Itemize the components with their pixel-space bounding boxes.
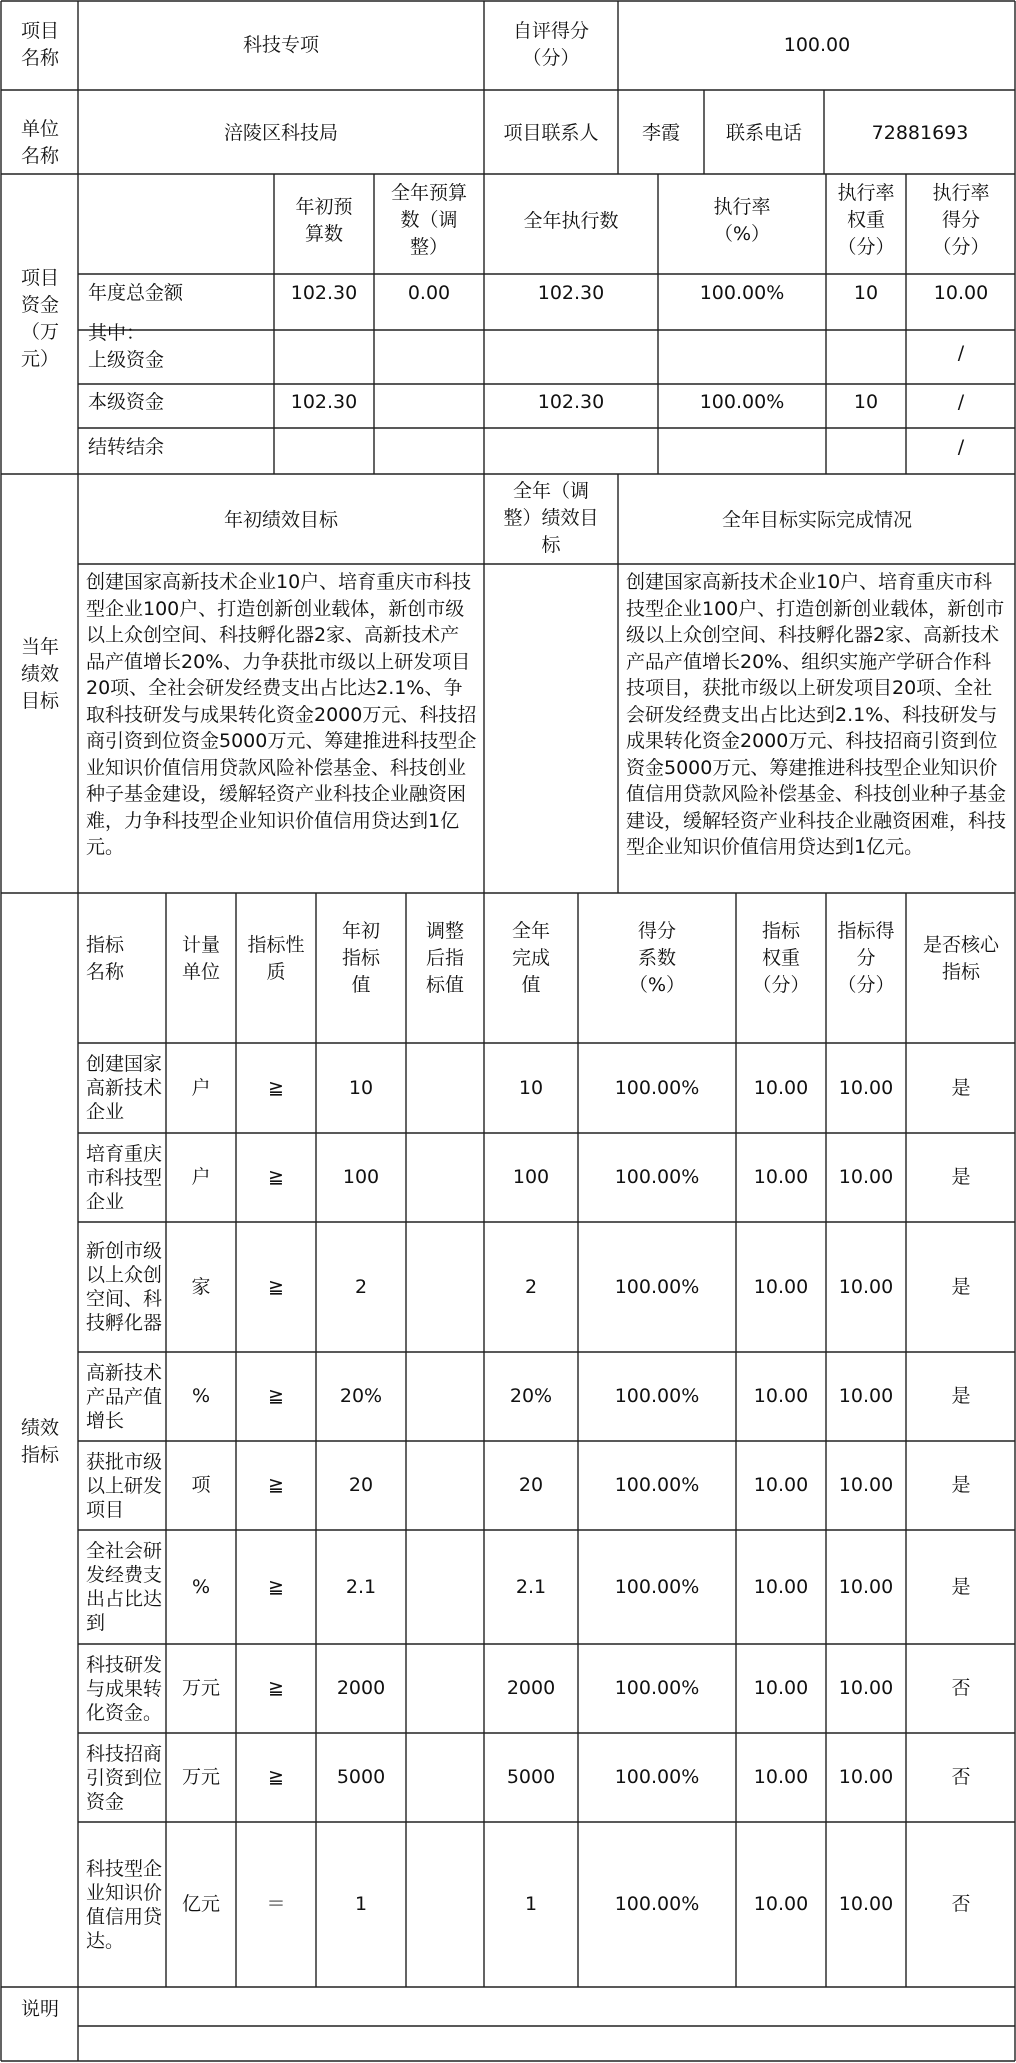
funds-section-label: 项目 资金 （万 元） (20, 267, 59, 370)
funds-col-weight: 执行率 权重 （分） (837, 182, 895, 258)
funds-score-cell: / (957, 342, 965, 364)
funds-row-label: 结转结余 (88, 436, 165, 458)
funds-budget-cell: 102.30 (290, 282, 358, 304)
indicator-initial-value: 5000 (336, 1766, 386, 1788)
indicator-nature: ≧ (268, 1076, 284, 1099)
funds-executed-cell: 102.30 (537, 282, 605, 304)
funds-col-budget: 年初预 算数 (295, 196, 353, 245)
indicator-actual-value: 2.1 (515, 1575, 547, 1598)
indicators-col-header: 年初 指标 值 (341, 920, 380, 996)
contact-name: 李霞 (641, 122, 680, 144)
indicators-section-label: 绩效 指标 (20, 1417, 59, 1466)
indicator-unit: 项 (191, 1474, 211, 1496)
funds-rate-cell: 100.00% (699, 391, 785, 413)
indicator-nature: ≧ (268, 1474, 284, 1496)
funds-col-rate: 执行率 （%） (713, 196, 771, 245)
project-name-label: 项目 名称 (20, 20, 59, 69)
funds-score-cell: / (957, 391, 965, 413)
indicator-weight: 10.00 (753, 1275, 809, 1298)
indicator-score-coefficient: 100.00% (614, 1677, 700, 1699)
indicator-initial-value: 20 (348, 1474, 374, 1496)
indicator-score: 10.00 (838, 1275, 894, 1298)
indicator-score: 10.00 (838, 1385, 894, 1407)
funds-row-label: 年度总金额 (88, 282, 184, 304)
indicator-nature: ≧ (268, 1385, 284, 1407)
self-score-label: 自评得分 （分） (512, 20, 589, 69)
indicator-unit: 亿元 (181, 1893, 220, 1915)
phone-label: 联系电话 (725, 122, 802, 144)
indicator-name: 全社会研发经费支出占比达到 (86, 1540, 163, 1634)
indicator-is-core: 是 (951, 1076, 971, 1099)
indicator-actual-value: 20% (509, 1385, 553, 1407)
indicator-weight: 10.00 (753, 1385, 809, 1407)
indicators-col-header: 指标得 分 （分） (837, 920, 895, 996)
funds-row-label: 本级资金 (88, 391, 165, 413)
indicator-name: 高新技术产品产值增长 (86, 1361, 163, 1432)
indicator-initial-value: 2000 (336, 1677, 386, 1699)
indicator-is-core: 否 (951, 1893, 971, 1915)
indicator-actual-value: 100 (512, 1166, 550, 1188)
indicator-name: 获批市级以上研发项目 (86, 1450, 163, 1521)
indicator-score: 10.00 (838, 1766, 894, 1788)
indicator-nature: ≧ (268, 1575, 284, 1598)
indicator-weight: 10.00 (753, 1575, 809, 1598)
indicator-nature: ≧ (268, 1677, 284, 1699)
indicator-weight: 10.00 (753, 1677, 809, 1699)
indicators-col-header: 全年 完成 值 (511, 920, 550, 996)
indicator-unit: % (191, 1385, 211, 1407)
indicator-is-core: 是 (951, 1575, 971, 1598)
indicator-nature: ≧ (268, 1275, 284, 1298)
indicator-initial-value: 10 (348, 1076, 374, 1099)
indicator-actual-value: 20 (518, 1474, 544, 1496)
indicator-initial-value: 2 (354, 1275, 368, 1298)
unit-name-value: 涪陵区科技局 (223, 122, 338, 144)
indicator-is-core: 是 (951, 1166, 971, 1188)
indicator-actual-value: 2 (524, 1275, 538, 1298)
indicator-actual-value: 1 (524, 1893, 538, 1915)
indicator-is-core: 否 (951, 1677, 971, 1699)
funds-adjusted-cell: 0.00 (407, 282, 451, 304)
indicator-initial-value: 100 (342, 1166, 380, 1188)
funds-executed-cell: 102.30 (537, 391, 605, 413)
funds-weight-cell: 10 (853, 282, 879, 304)
funds-rate-cell: 100.00% (699, 282, 785, 304)
indicator-is-core: 是 (951, 1385, 971, 1407)
indicator-nature: ≧ (268, 1166, 284, 1188)
indicators-col-header: 是否核心 指标 (922, 934, 999, 983)
indicator-unit: 户 (191, 1166, 211, 1188)
funds-budget-cell: 102.30 (290, 391, 358, 413)
goals-actual-text: 创建国家高新技术企业10户、培育重庆市科技型企业100户、打造创新创业载体，新创市级以上众创空间、科技孵化器2家、高新技术产品产值增长20%、组织实施产学研合作科技项目，获批市级以上研发项目20项、全社会研发经费支出占比达到2.1%、科技研发与成果转化资金2000万元、科技招商引资到位资金5000万元、筹建推进科技型企业知识价值信用贷款风险补偿基金、科技创业种子基金建设，缓解轻资产业科技企业融资困难，科技型企业知识价值信用贷达到1亿元。 (626, 571, 1007, 858)
self-score-value: 100.00 (783, 34, 851, 56)
indicators-col-header: 计量 单位 (181, 934, 220, 983)
indicator-weight: 10.00 (753, 1766, 809, 1788)
goals-actual-header: 全年目标实际完成情况 (721, 509, 912, 531)
indicator-unit: 万元 (181, 1766, 220, 1788)
funds-weight-cell: 10 (853, 391, 879, 413)
indicator-nature: ＝ (266, 1893, 286, 1915)
indicator-unit: 万元 (181, 1677, 220, 1699)
indicator-name: 新创市级以上众创空间、科技孵化器 (86, 1240, 163, 1334)
indicator-initial-value: 20% (339, 1385, 383, 1407)
indicator-score-coefficient: 100.00% (614, 1766, 700, 1788)
indicator-unit: 家 (191, 1275, 211, 1298)
funds-score-cell: 10.00 (933, 282, 989, 304)
indicator-unit: 户 (191, 1076, 211, 1099)
contact-label: 项目联系人 (503, 122, 599, 144)
indicator-weight: 10.00 (753, 1893, 809, 1915)
indicator-score-coefficient: 100.00% (614, 1275, 700, 1298)
indicator-score-coefficient: 100.00% (614, 1385, 700, 1407)
indicator-weight: 10.00 (753, 1474, 809, 1496)
indicator-is-core: 否 (951, 1766, 971, 1788)
indicator-nature: ≧ (268, 1766, 284, 1788)
indicator-score: 10.00 (838, 1166, 894, 1188)
indicators-col-header: 指标性 质 (247, 934, 305, 983)
indicators-col-header: 指标 权重 （分） (752, 920, 810, 996)
indicator-weight: 10.00 (753, 1076, 809, 1099)
indicator-score: 10.00 (838, 1677, 894, 1699)
goals-section-label: 当年 绩效 目标 (20, 636, 59, 712)
indicator-score: 10.00 (838, 1575, 894, 1598)
indicator-name: 科技招商引资到位资金 (86, 1742, 163, 1813)
project-name-value: 科技专项 (242, 34, 319, 56)
goals-adjusted-header: 全年（调 整）绩效目 标 (503, 480, 599, 556)
funds-score-cell: / (957, 436, 965, 458)
indicator-name: 科技型企业知识价值信用贷达。 (86, 1857, 163, 1952)
indicator-initial-value: 1 (354, 1893, 368, 1915)
indicator-score-coefficient: 100.00% (614, 1474, 700, 1496)
goals-initial-header: 年初绩效目标 (223, 509, 338, 531)
indicator-actual-value: 5000 (506, 1766, 556, 1788)
indicator-initial-value: 2.1 (345, 1575, 377, 1598)
indicator-score-coefficient: 100.00% (614, 1575, 700, 1598)
indicator-is-core: 是 (951, 1474, 971, 1496)
indicator-unit: % (191, 1575, 211, 1598)
goals-initial-text: 创建国家高新技术企业10户、培育重庆市科技型企业100户、打造创新创业载体，新创市级以上众创空间、科技孵化器2家、高新技术产品产值增长20%、力争获批市级以上研发项目20项、全社会研发经费支出占比达2.1%、争取科技研发与成果转化资金2000万元、科技招商引资到位资金5000万元、筹建推进科技型企业知识价值信用贷款风险补偿基金、科技创业种子基金建设，缓解轻资产业科技企业融资困难，力争科技型企业知识价值信用贷达到1亿元。 (86, 571, 477, 858)
indicators-col-header: 指标 名称 (86, 934, 125, 983)
indicator-is-core: 是 (951, 1275, 971, 1298)
indicator-score: 10.00 (838, 1893, 894, 1915)
indicator-score-coefficient: 100.00% (614, 1893, 700, 1915)
funds-row-label: 其中： 上级资金 (88, 322, 165, 371)
indicator-name: 培育重庆市科技型企业 (86, 1142, 163, 1213)
indicators-col-header: 调整 后指 标值 (425, 920, 464, 996)
indicators-col-header: 得分 系数 （%） (628, 920, 686, 996)
indicator-name: 创建国家高新技术企业 (86, 1053, 163, 1123)
indicator-actual-value: 2000 (506, 1677, 556, 1699)
indicator-score: 10.00 (838, 1474, 894, 1496)
indicator-score-coefficient: 100.00% (614, 1076, 700, 1099)
funds-col-score: 执行率 得分 （分） (932, 182, 990, 258)
indicator-weight: 10.00 (753, 1166, 809, 1188)
indicator-score: 10.00 (838, 1076, 894, 1099)
indicator-actual-value: 10 (518, 1076, 544, 1099)
indicator-score-coefficient: 100.00% (614, 1166, 700, 1188)
phone-value: 72881693 (871, 122, 969, 144)
unit-name-label: 单位 名称 (20, 118, 59, 167)
funds-col-executed: 全年执行数 (523, 210, 619, 232)
indicator-name: 科技研发与成果转化资金。 (86, 1653, 163, 1724)
funds-col-adjusted: 全年预算 数（调 整） (390, 182, 467, 258)
notes-label: 说明 (20, 1998, 59, 2020)
